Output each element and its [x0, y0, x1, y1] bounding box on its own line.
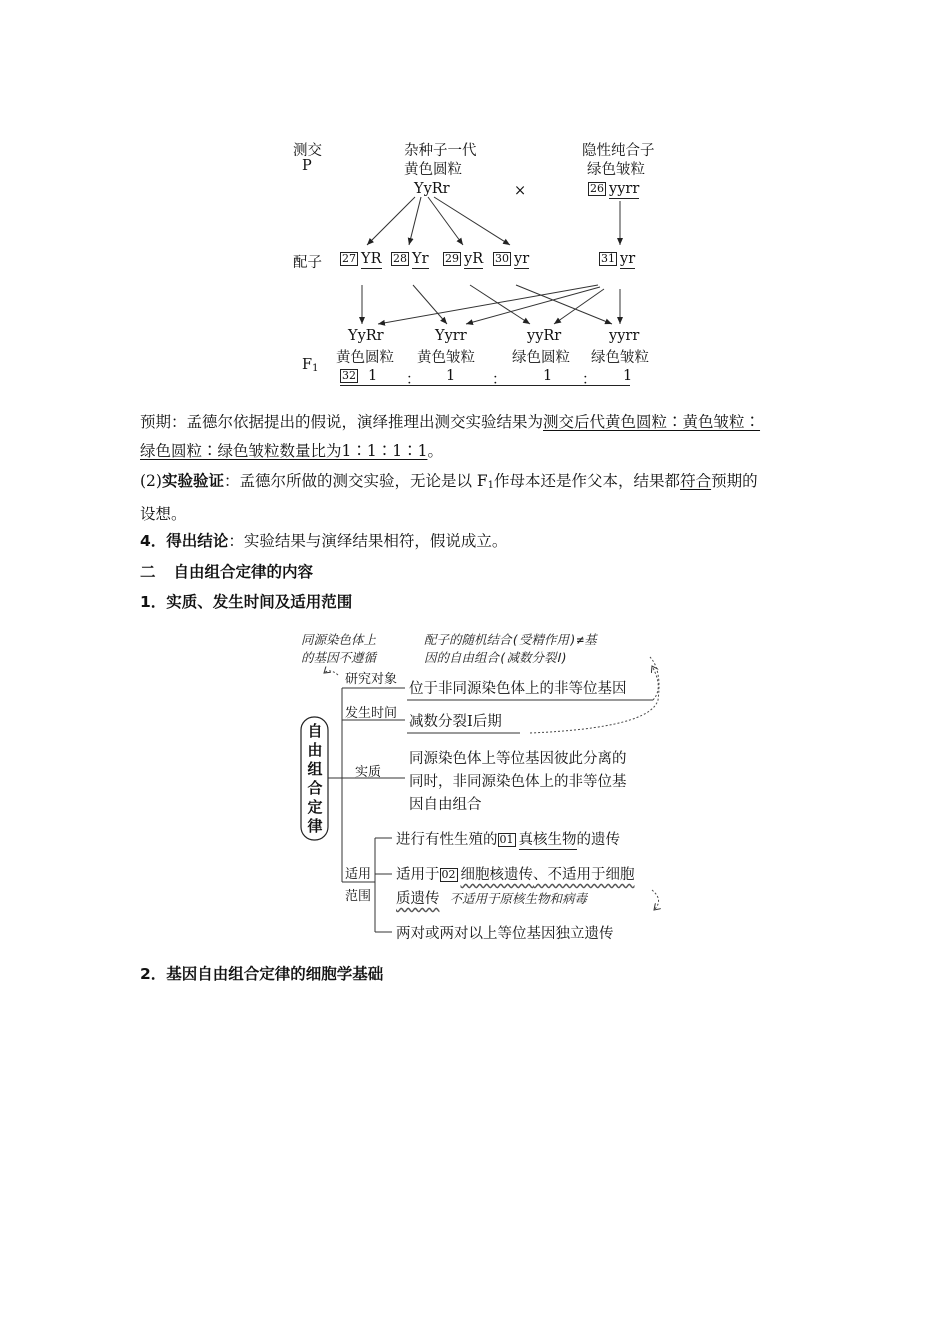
blank-number: 02 — [441, 868, 456, 881]
label-p: P — [302, 158, 312, 174]
note-right: 配子的随机结合(受精作用)≠基 因的自由组合(减数分裂Ⅰ) — [424, 632, 597, 665]
scope-note: 不适用于原核生物和病毒 — [449, 891, 588, 906]
offspring-phenotype: 黄色皱粒 — [417, 350, 475, 366]
gamete-item: 29 yR — [445, 251, 484, 267]
offspring-phenotype: 绿色皱粒 — [591, 350, 649, 366]
blank-number: 01 — [499, 833, 514, 846]
blank-number: 26 — [590, 182, 604, 195]
item-1-heading: 1．实质、发生时间及适用范围 — [140, 593, 353, 611]
cross-sign: × — [514, 183, 527, 199]
label-test-cross: 测交 — [293, 143, 322, 159]
ratio-line: 32 1 ： 1 ： 1 ： 1 — [342, 368, 633, 388]
item-2-heading: 2．基因自由组合定律的细胞学基础 — [140, 965, 384, 983]
label-scope: 适用 范围 — [345, 867, 372, 904]
essence-text: 同源染色体上等位基因彼此分离的 同时，非同源染色体上的非等位基 因自由组合 — [409, 751, 627, 813]
prediction-paragraph: 预期：孟德尔依据提出的假说，演绎推理出测交实验结果为测交后代黄色圆粒∶黄色皱粒∶ 绿色圆粒∶绿色皱粒数量比为1∶1∶1∶1。 — [140, 413, 761, 460]
offspring-genotype: Yyrr — [435, 328, 467, 344]
section-heading: 二 自由组合定律的内容 — [140, 563, 314, 581]
label-essence: 实质 — [355, 765, 382, 780]
gametes-label: 配子 — [293, 255, 322, 271]
time-text: 减数分裂Ⅰ后期 — [409, 714, 502, 730]
offspring-phenotype: 绿色圆粒 — [512, 350, 570, 366]
scope-item-1: 进行有性生殖的 01 真核生物的遗传 — [396, 832, 620, 848]
gamete-item: 27 YR — [342, 251, 382, 267]
blank-number: 32 — [342, 369, 356, 382]
recessive-gamete: 31 yr — [601, 251, 636, 267]
gamete-item: 28 Yr — [393, 251, 429, 267]
recessive-title: 隐性纯合子 — [582, 143, 655, 159]
offspring-genotype: YyRr — [348, 328, 384, 344]
label-time: 发生时间 — [345, 706, 398, 721]
center-node: 自 由 组 合 定 律 — [307, 722, 323, 835]
offspring-phenotype: 黄色圆粒 — [336, 350, 394, 366]
label-research-object: 研究对象 — [345, 672, 398, 687]
f1-label: $F_1$ — [302, 357, 319, 374]
recessive-phenotype: 绿色皱粒 — [587, 162, 645, 178]
hybrid-phenotype: 黄色圆粒 — [404, 162, 462, 178]
scope-item-2: 适用于 02 细胞核遗传、不适用于细胞 质遗传 不适用于原核生物和病毒 — [396, 867, 635, 907]
offspring-genotype: yyRr — [527, 328, 562, 344]
hybrid-genotype: YyRr — [414, 181, 450, 197]
hybrid-title: 杂种子一代 — [404, 143, 477, 159]
gamete-item: 30 yr — [495, 251, 530, 267]
recessive-genotype: 26 yyrr — [590, 181, 640, 197]
scope-item-3: 两对或两对以上等位基因独立遗传 — [396, 926, 614, 942]
verification-paragraph: (2)实验验证：孟德尔所做的测交实验，无论是以 $F_1$作母本还是作父本，结果都符合预期的 设想。 — [140, 472, 758, 523]
conclusion-paragraph: 4．得出结论：实验结果与演绎结果相符，假说成立。 — [140, 532, 508, 550]
research-object-text: 位于非同源染色体上的非等位基因 — [409, 681, 627, 697]
note-left: 同源染色体上 的基因不遵循 — [301, 632, 377, 665]
offspring-genotype: yyrr — [609, 328, 640, 344]
